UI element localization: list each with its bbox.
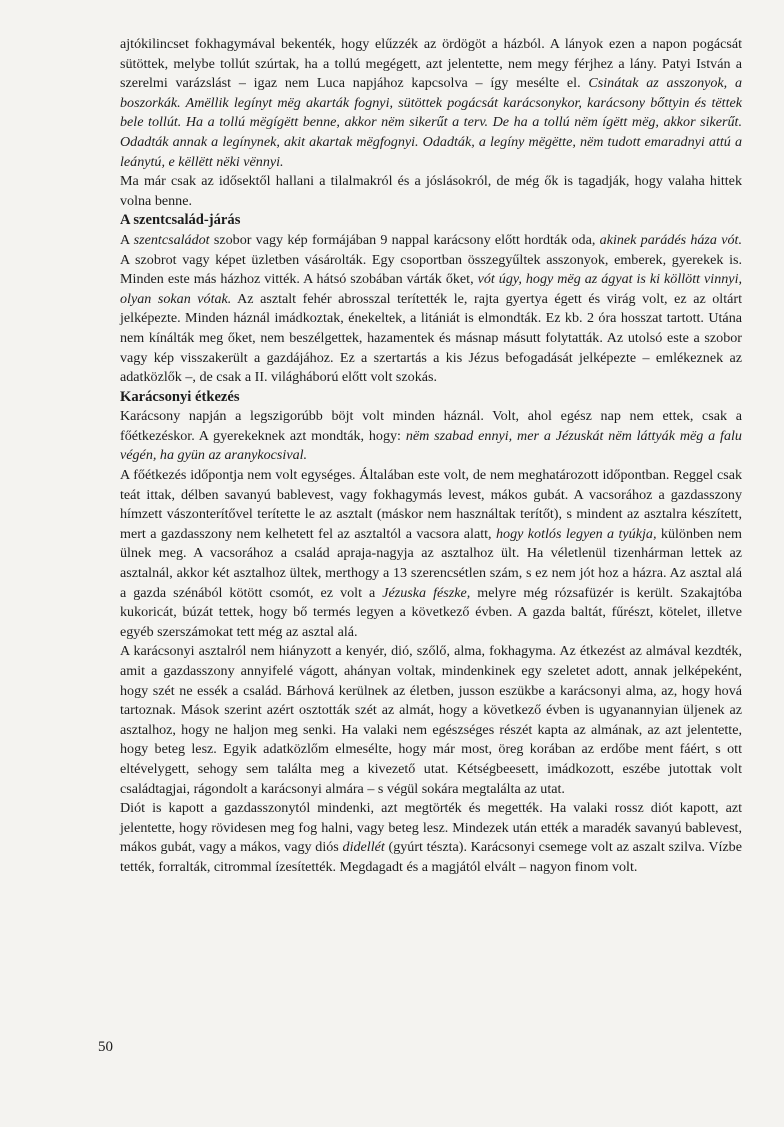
italic-text: akinek parádés háza vót. — [599, 231, 742, 248]
text-run: különben nem ülnek meg. A vacsorához a család apraja-nagyja az asztalhoz ült. Ha véletlenül tizenhárman lettek az asztalnál, akkor két asztalhoz ültek, merthogy a 13 szerencsétlen szám, s ez nem jót hoz a házra. Az asztal alá a gazda szénából kötött csomót, ez volt a — [120, 525, 743, 601]
paragraph — [120, 799, 742, 877]
section-heading: A szentcsalád-járás — [120, 212, 241, 229]
text-run: Az asztalt fehér abrosszal terítették le, rajta gyertya égett és virág volt, ez az oltárt jelképezte. Minden háznál imádkoztak, énekeltek, a litániát is elmondták. Ez kb. 2 óra hosszat tartott. Utána nem kínálták meg őket, nem beszélgettek, hazamentek és másnap másutt folytatták. Az utolsó este a szobor vagy kép visszakerült a gazdájához. Ez a szertartás a kis Jézus befogadását jelképezte – emlékeznek az adatközlők –, de csak a II. világháború előtt volt szokás. — [120, 290, 742, 386]
text-run: szobor vagy kép formájában 9 nappal karácsony előtt hordták oda, — [209, 231, 600, 248]
page-number: 50 — [98, 1039, 113, 1055]
text-run: A szobrot vagy képet üzletben vásárolták. Egy csoportban összegyűltek asszonyok, emberek, gyerekek is. Minden este más házhoz vitték. A hátsó szobában várták őket, — [120, 251, 742, 288]
text-run: (gyúrt tészta). Karácsonyi csemege volt az aszalt szilva. Vízbe tették, forralták, citrommal ízesítették. Megdagadt és a magjától elvált – nagyon finom volt. — [120, 839, 742, 875]
text-run: A főétkezés időpontja nem volt egységes. Általában este volt, de nem meghatározott időpontban. Reggel csak teát ittak, délben savanyú bablevest, vagy fokhagymás levest, mákos gubát. A vacsorához a gazdasszony hímzett vászonterítővel terítette le az asztalt (máskor nem használtak terítőt), s mindent az asztalra készített, mert a gazdasszony nem kelhetett fel az asztaltól a vacsora alatt, — [120, 467, 742, 542]
paragraph — [120, 407, 742, 466]
italic-text: didellét — [342, 839, 385, 856]
body-text — [120, 35, 742, 878]
italic-text: szentcsaládot — [133, 231, 210, 248]
italic-text: vót úgy, hogy mëg az ágyat is ki köllött vinnyi, olyan sokan vótak. — [120, 271, 743, 307]
italic-text: Jézuska fészke, — [382, 584, 471, 601]
text-run: Diót is kapott a gazdasszonytól mindenki, azt megtörték és megették. Ha valaki rossz diót kapott, azt jelentette, hogy rövidesen meg fog halni, vagy beteg lesz. Mindezek után ették a maradék savanyú bablevest, mákos gubát, vagy a mákos, vagy diós — [120, 800, 742, 856]
paragraph — [120, 35, 742, 172]
italic-text: Csinátak az asszonyok, a boszorkák. Amëllik legínyt mëg akarták fognyi, sütöttek pogácsát karácsonykor, karácsony bőttyin és tëttek bele tollút. Ha a tollú mëgígëtt benne, akkor nëm sikerűt a terv. De ha a tollú nëm ígëtt mëg, akkor sikerűt. Odadták annak a legínynek, akit akartak mëgfognyi. Odadták, a legíny mëgëtte, nëm tudott emaradnyi attú a leánytú, e këllëtt nëki vënnyi. — [120, 75, 742, 170]
text-run: ajtókilincset fokhagymával bekenték, hogy elűzzék az ördögöt a házból. A lányok ezen a napon pogácsát sütöttek, melybe tollút szúrtak, ha a tollú megégett, azt jelentette, nem megy férjhez a lány. Patyi István a szerelmi varázslást – igaz nem Luca napjához kapcsolva – így mesélte el. — [120, 36, 742, 92]
text-run: A — [120, 231, 134, 248]
italic-text: hogy kotlós legyen a tyúkja, — [496, 525, 657, 542]
text-run: melyre még rózsafüzér is került. Szakajtóba kukoricát, búzát tettek, hogy bő termés legyen a következő évben. A gazda baltát, fűrészt, kötelet, illetve egyéb szerszámokat tett még az asztal alá. — [120, 584, 742, 640]
paragraph: Ma már csak az idősektől hallani a tilalmakról és a jóslásokról, de még ők is tagadják, hogy valaha hittek volna benne. — [120, 173, 742, 209]
italic-text: nëm szabad ennyi, mer a Jézuskát nëm láttyák mëg a falu végén, ha gyün az aranykocsival. — [120, 427, 742, 464]
section-heading: Karácsonyi étkezés — [120, 388, 240, 405]
paragraph: A karácsonyi asztalról nem hiányzott a kenyér, dió, szőlő, alma, fokhagyma. Az étkezést az almával kezdték, amit a gazdasszony annyifelé vágott, ahányan voltak, mindenkinek egy szeletet adott, annak jelképeként, hogy szét ne essék a család. Bárhová kerülnek az életben, jusson eszükbe a karácsonyi alma, az, hogy hová tartoznak. Mások szerint azért osztották szét az almát, hogy a következő évben is ugyanannyian üljenek az asztalhoz, hogy ne haljon meg senki. Ha valaki nem egészséges részét kapta az almának, az azt jelentette, hogy beteg lesz. Egyik adatközlőm elmesélte, hogy már most, öreg korában az erdőbe ment fáért, s ott eltévelygett, sehogy sem találta meg a kivezető utat. Kétségbeesett, imádkozott, eszébe jutottak volt családtagjai, rágondolt a karácsonyi almára – s végül sokára megtalálta az utat. — [120, 643, 742, 797]
paragraph — [120, 231, 742, 388]
text-run: Karácsony napján a legszigorúbb böjt volt minden háznál. Volt, ahol egész nap nem ettek, csak a főétkezéskor. A gyerekeknek azt mondták, hogy: — [120, 408, 742, 444]
paragraph — [120, 466, 742, 642]
